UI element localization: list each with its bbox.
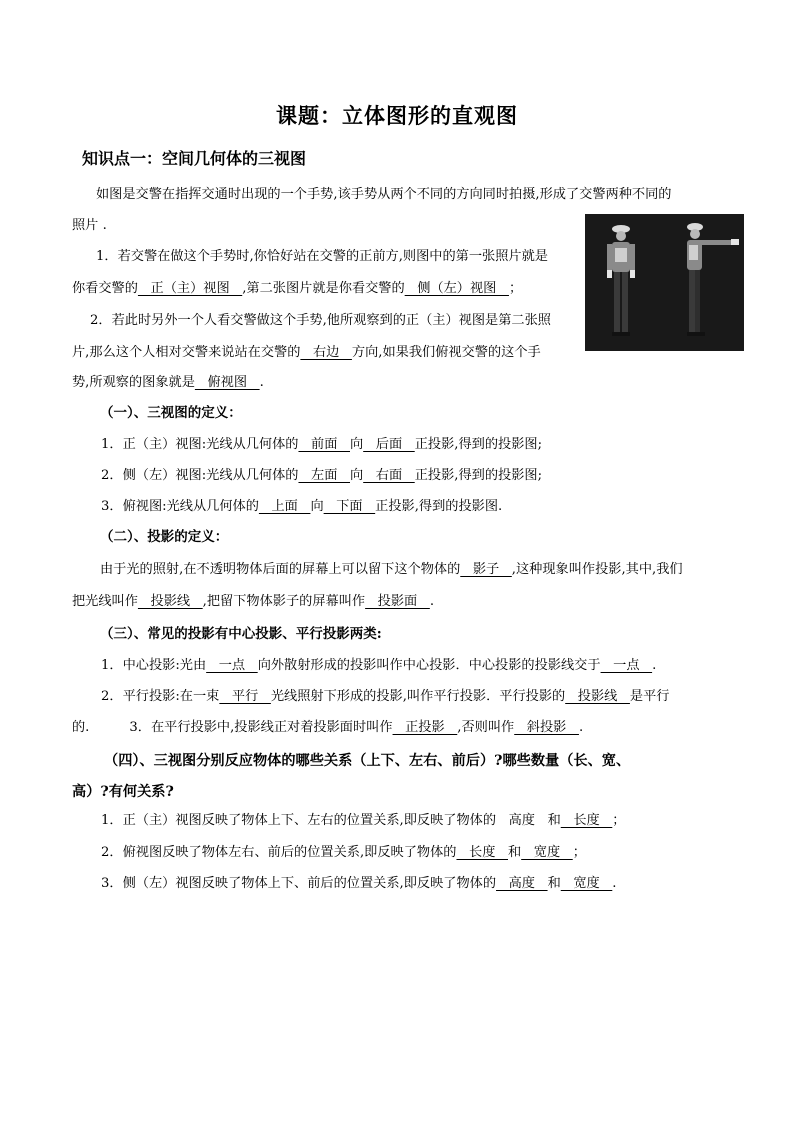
- answer-blank: 俯视图: [194, 375, 260, 390]
- question-2-line-c: [72, 374, 264, 392]
- text: .: [578, 720, 584, 735]
- text: ,第二张图片就是你看交警的: [242, 281, 405, 296]
- question-2-line-b: [72, 344, 541, 362]
- question-2-line-a: 2．若此时另外一个人看交警做这个手势,他所观察到的正（主）视图是第二张照: [90, 313, 551, 328]
- text: ；: [508, 281, 523, 296]
- text: 3．俯视图:光线从几何体的: [101, 499, 259, 514]
- answer-blank: 长度: [456, 845, 508, 860]
- intro-line-1: 如图是交警在指挥交通时出现的一个手势,该手势从两个不同的方向同时拍摄,形成了交警两种不同的: [96, 187, 672, 202]
- definition-front-view: [101, 436, 542, 454]
- text: 和: [508, 845, 522, 860]
- central-projection-line: [101, 657, 656, 675]
- text: 把光线叫作: [72, 594, 138, 609]
- answer-blank: 后面: [363, 437, 415, 452]
- answer-blank: 一点: [206, 658, 258, 673]
- page-title: 课题：立体图形的直观图: [276, 103, 518, 128]
- text: 2．俯视图反映了物体左右、前后的位置关系,即反映了物体的: [101, 845, 457, 860]
- traffic-police-photo: [585, 214, 744, 351]
- text: 由于光的照射,在不透明物体后面的屏幕上可以留下这个物体的: [100, 562, 461, 577]
- text: 3．在平行投影中,投影线正对着投影面时叫作: [129, 720, 393, 735]
- orthographic-projection-line: [72, 719, 583, 737]
- text: 你看交警的: [72, 281, 138, 296]
- answer-blank: 侧（左）视图: [404, 281, 509, 296]
- projection-definition-line-2: [72, 593, 434, 611]
- text: 1．正（主）视图:光线从几何体的: [101, 437, 299, 452]
- text: .: [652, 658, 657, 673]
- text: 1．中心投影:光由: [101, 658, 207, 673]
- text: 和: [547, 813, 561, 828]
- answer-blank: 上面: [258, 499, 311, 514]
- answer-blank: 投影线: [565, 689, 630, 704]
- text: ；: [572, 845, 586, 860]
- text: ,否则叫作: [457, 720, 515, 735]
- front-view-relation-line: [101, 812, 625, 830]
- answer-blank: 平行: [219, 689, 271, 704]
- text: 1．正（主）视图反映了物体上下、左右的位置关系,即反映了物体的: [101, 813, 497, 828]
- text: 正投影,得到的投影图;: [414, 468, 543, 483]
- answer-blank: 影子: [460, 562, 512, 577]
- text: 是平行: [629, 689, 670, 704]
- text: ,这种现象叫作投影,其中,我们: [511, 562, 683, 577]
- text: 片,那么这个人相对交警来说站在交警的: [72, 345, 301, 360]
- text: 和: [547, 876, 561, 891]
- text: 正投影,得到的投影图;: [414, 437, 543, 452]
- text: 3．侧（左）视图反映了物体上下、前后的位置关系,即反映了物体的: [101, 876, 497, 891]
- question-1-line-a: 1．若交警在做这个手势时,你恰好站在交警的正前方,则图中的第一张照片就是: [96, 249, 548, 264]
- text: 2．侧（左）视图:光线从几何体的: [101, 468, 299, 483]
- text: 光线照射下形成的投影,叫作平行投影．平行投影的: [270, 689, 566, 704]
- text: 的.: [72, 720, 90, 735]
- answer-blank: 投影面: [365, 594, 430, 609]
- text: 向: [350, 437, 364, 452]
- intro-line-2: 照片 .: [72, 218, 107, 233]
- answer-blank: 投影线: [137, 594, 203, 609]
- answer-blank: 宽度: [560, 876, 613, 891]
- parallel-projection-line: [101, 688, 669, 706]
- text: 向: [350, 468, 364, 483]
- text: 正投影,得到的投影图.: [375, 499, 503, 514]
- answer-blank: 右边: [300, 345, 352, 360]
- answer-blank: 右面: [363, 468, 415, 483]
- question-1-line-b: [72, 280, 522, 298]
- projection-definition-line-1: [100, 561, 683, 579]
- answer-blank: 一点: [600, 658, 653, 673]
- side-view-relation-line: [101, 875, 616, 893]
- answer-blank: 长度: [560, 813, 613, 828]
- text: ,把留下物体影子的屏幕叫作: [202, 594, 366, 609]
- subsection-heading-4-line-1: （四）、三视图分别反应物体的哪些关系（上下、左右、前后）?哪些数量（长、宽、: [104, 753, 631, 769]
- text: 势,所观察的图象就是: [72, 375, 195, 390]
- text: ；: [612, 813, 626, 828]
- subsection-heading-1: （一）、三视图的定义：: [100, 405, 242, 421]
- subsection-heading-4-line-2: 高）?有何关系?: [72, 784, 174, 800]
- text: 向外散射形成的投影叫作中心投影．中心投影的投影线交于: [257, 658, 601, 673]
- answer-blank: 高度: [496, 876, 548, 891]
- text: 2．平行投影:在一束: [101, 689, 220, 704]
- definition-top-view: [101, 498, 502, 516]
- answer-blank: 下面: [323, 499, 376, 514]
- text: .: [429, 594, 435, 609]
- subsection-heading-3: （三）、常见的投影有中心投影、平行投影两类:: [100, 626, 382, 642]
- subsection-heading-2: （二）、投影的定义：: [100, 529, 229, 545]
- text: 向: [310, 499, 324, 514]
- answer-blank: 宽度: [521, 845, 573, 860]
- answer-blank: 正（主）视图: [137, 281, 243, 296]
- answer-blank: 左面: [298, 468, 350, 483]
- text: 方向,如果我们俯视交警的这个手: [351, 345, 541, 360]
- answer-blank: 前面: [298, 437, 350, 452]
- answer-blank: 斜投影: [514, 720, 579, 735]
- answer-blank: 高度: [496, 813, 548, 828]
- answer-blank: 正投影: [392, 720, 458, 735]
- top-view-relation-line: [101, 844, 586, 862]
- section-heading-1: 知识点一：空间几何体的三视图: [82, 149, 307, 168]
- definition-side-view: [101, 467, 542, 485]
- text: .: [612, 876, 617, 891]
- text: .: [259, 375, 264, 390]
